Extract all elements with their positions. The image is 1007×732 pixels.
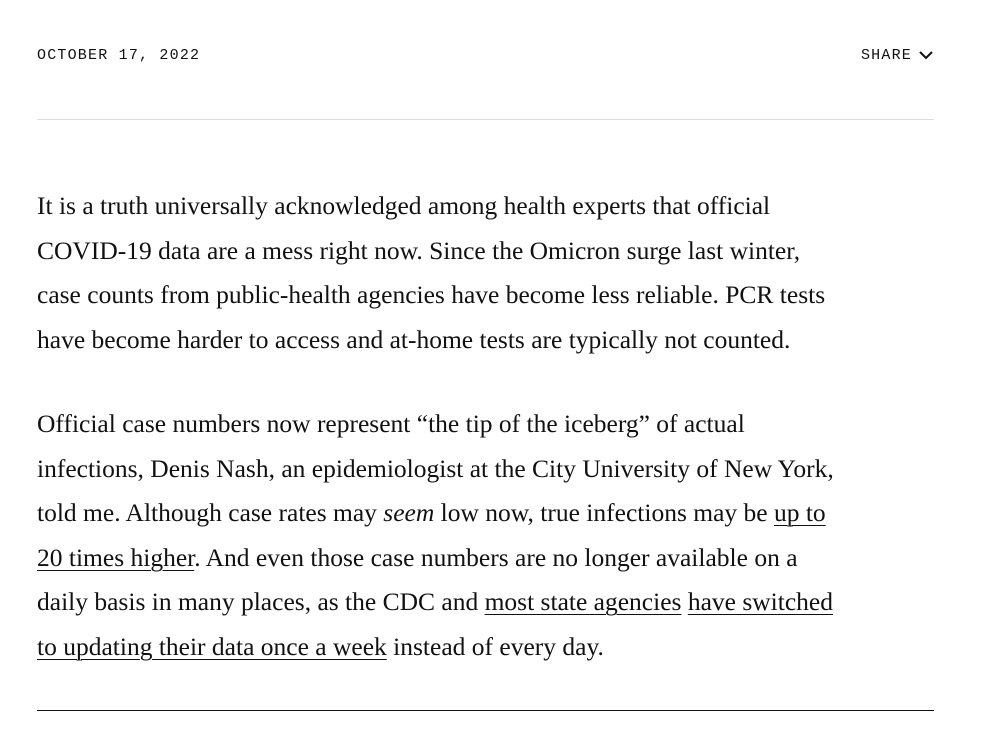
text-line: It is a truth universally acknowledged among health experts that official: [37, 191, 771, 220]
article-meta-bar: [37, 44, 934, 66]
text: told me. Although case rates may: [37, 498, 384, 527]
text-line: [37, 536, 957, 581]
text: instead of every day.: [386, 631, 604, 661]
link-20-times-higher[interactable]: 20 times higher: [37, 542, 195, 572]
text: daily basis in many places, as the CDC and: [37, 587, 485, 616]
article-body: [37, 184, 957, 709]
text-line: infections, Denis Nash, an epidemiologist at the City University of New York,: [37, 453, 834, 483]
text-line: COVID-19 data are a mess right now. Since the Omicron surge last winter,: [37, 235, 801, 265]
text-line: Official case numbers now represent “the tip of the iceberg” of actual: [37, 409, 745, 438]
text: . And even those case numbers are no longer available on a: [194, 542, 798, 572]
text: low now, true infections may be: [434, 498, 774, 527]
divider: [37, 710, 934, 711]
divider: [37, 119, 934, 120]
text-line: case counts from public-health agencies have become less reliable. PCR tests: [37, 280, 826, 309]
link-have-switched[interactable]: to updating their data once a week: [37, 631, 387, 661]
paragraph: [37, 402, 957, 669]
text-line: have become harder to access and at-home tests are typically not counted.: [37, 324, 791, 354]
text-line: [37, 491, 957, 536]
text-line: [37, 580, 957, 625]
share-button[interactable]: [861, 47, 934, 64]
text-line: [37, 625, 957, 670]
emphasis: seem: [383, 498, 435, 527]
publish-date: OCTOBER 17, 2022: [37, 46, 201, 64]
link-20-times-higher[interactable]: up to: [773, 498, 826, 527]
paragraph: [37, 184, 957, 362]
link-have-switched[interactable]: have switched: [687, 587, 833, 616]
link-most-state-agencies[interactable]: most state agencies: [484, 587, 682, 616]
chevron-down-icon: [918, 49, 934, 61]
share-label: SHARE: [860, 46, 912, 64]
